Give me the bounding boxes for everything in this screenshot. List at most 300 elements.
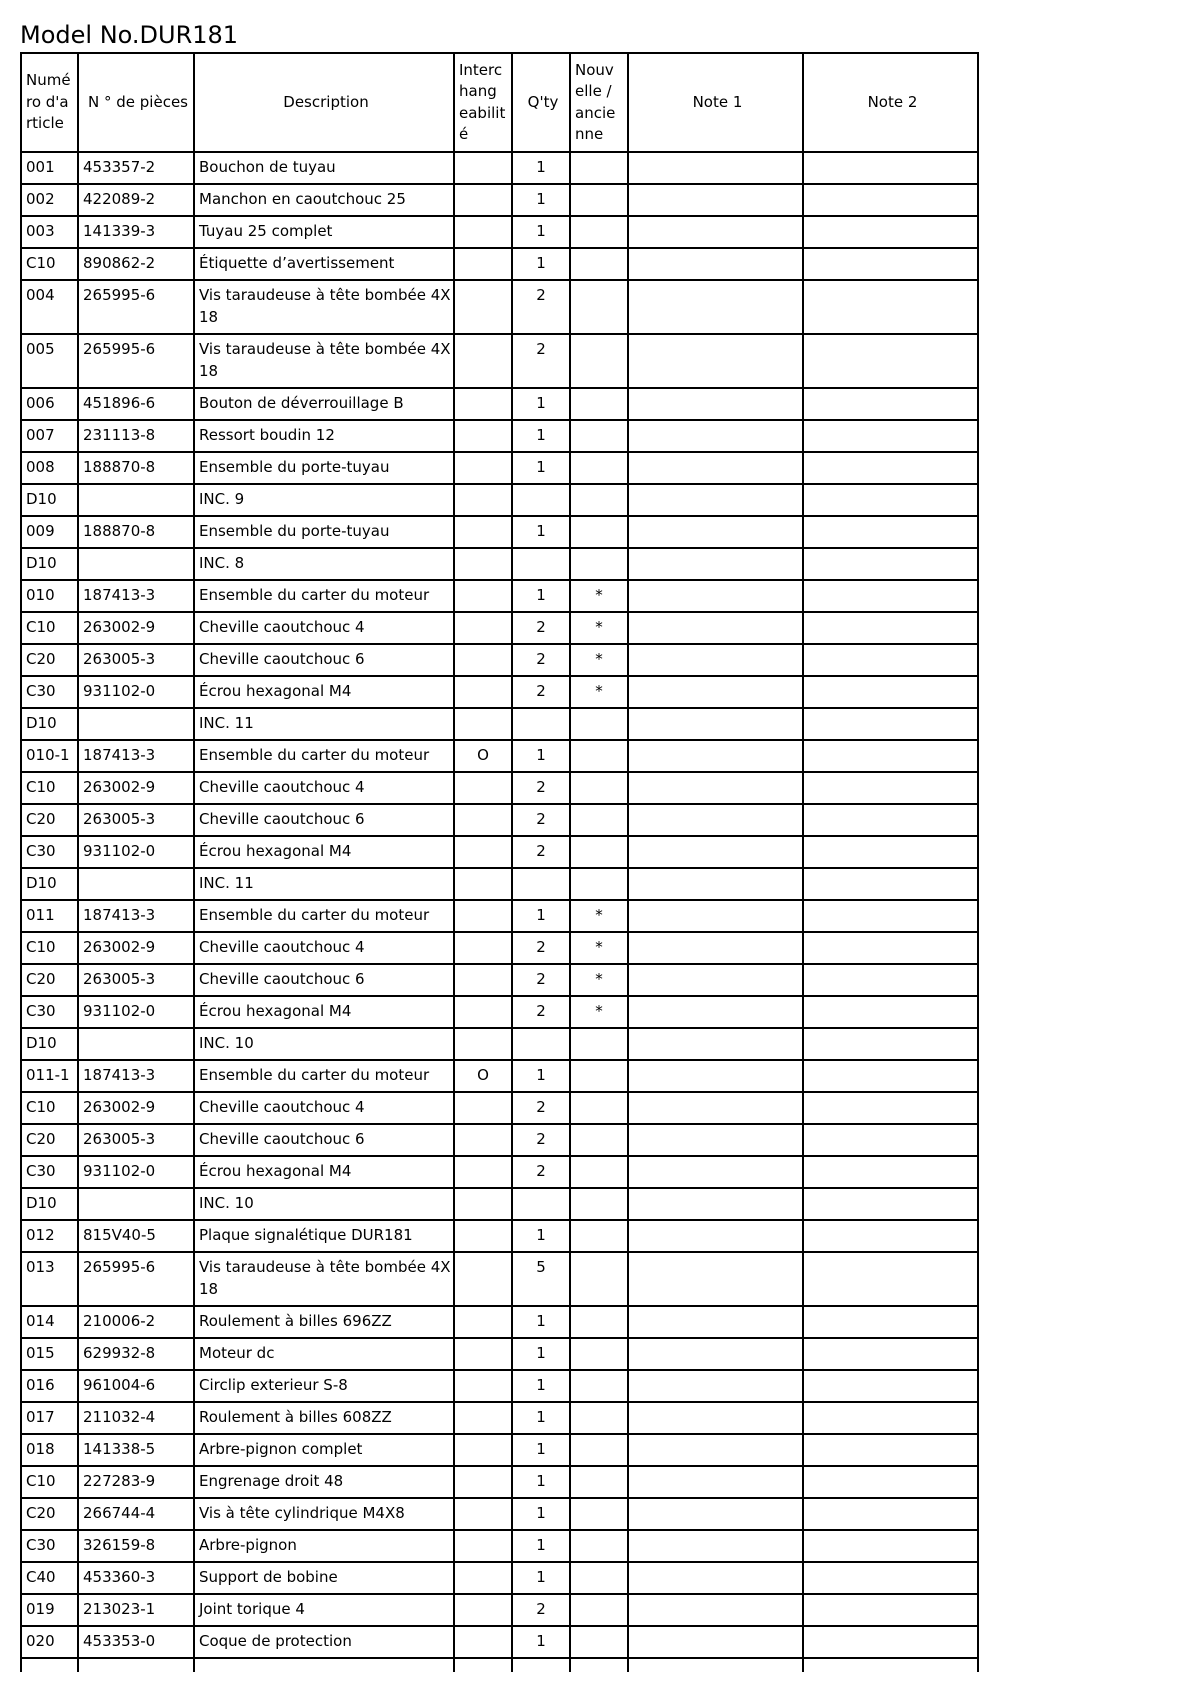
cell-note2	[803, 932, 978, 964]
cell-new-old	[570, 388, 628, 420]
cell-interchangeability	[454, 1466, 512, 1498]
cell-item-no: 020	[21, 1626, 78, 1658]
cell-description: Bouchon de tuyau	[194, 152, 454, 184]
cell-description: Ensemble du carter du moteur	[194, 1060, 454, 1092]
cell-new-old: *	[570, 900, 628, 932]
cell-interchangeability	[454, 334, 512, 388]
cell-note1	[628, 1188, 803, 1220]
table-row	[21, 1188, 978, 1220]
cell-part-no: 227283-9	[78, 1466, 194, 1498]
cell-new-old	[570, 1060, 628, 1092]
cell-note2	[803, 644, 978, 676]
cell-new-old	[570, 280, 628, 334]
cell-note2	[803, 1562, 978, 1594]
cell-part-no: 263002-9	[78, 772, 194, 804]
cell-item-no: C10	[21, 612, 78, 644]
cell-item-no: 014	[21, 1306, 78, 1338]
cell-part-no: 263002-9	[78, 932, 194, 964]
cell-note1	[628, 1434, 803, 1466]
cell-part-no: 629932-8	[78, 1338, 194, 1370]
cell-item-no: C20	[21, 1498, 78, 1530]
table-row	[21, 1498, 978, 1530]
table-row	[21, 1594, 978, 1626]
cell-interchangeability	[454, 676, 512, 708]
cell-part-no: 931102-0	[78, 836, 194, 868]
header-note2: Note 2	[803, 53, 978, 152]
table-row	[21, 184, 978, 216]
cell-note2	[803, 772, 978, 804]
cell-item-no: C20	[21, 1124, 78, 1156]
cell-note1	[628, 612, 803, 644]
cell-qty: 2	[512, 644, 570, 676]
cell-item-no: 011	[21, 900, 78, 932]
cell-note2	[803, 836, 978, 868]
cell-interchangeability	[454, 932, 512, 964]
cell-description: Cheville caoutchouc 4	[194, 932, 454, 964]
cell-part-no: 187413-3	[78, 900, 194, 932]
cell-part-no: 266744-4	[78, 1498, 194, 1530]
cell-part-no	[78, 868, 194, 900]
table-row	[21, 484, 978, 516]
cell-description: Arbre-pignon	[194, 1530, 454, 1562]
cell-note1	[628, 1338, 803, 1370]
cell-note1	[628, 1028, 803, 1060]
cell-note1	[628, 900, 803, 932]
cell-part-no: 263002-9	[78, 1092, 194, 1124]
cell-note2	[803, 1530, 978, 1562]
cell-qty: 5	[512, 1252, 570, 1306]
cell-part-no: 453360-3	[78, 1562, 194, 1594]
cell-new-old	[570, 216, 628, 248]
cell-new-old: *	[570, 964, 628, 996]
cell-interchangeability	[454, 184, 512, 216]
cell-note1	[628, 1402, 803, 1434]
cell-note1	[628, 836, 803, 868]
cell-interchangeability	[454, 420, 512, 452]
cell-new-old: *	[570, 996, 628, 1028]
cell-new-old: *	[570, 676, 628, 708]
cell-interchangeability	[454, 152, 512, 184]
cell-part-no: 890862-2	[78, 248, 194, 280]
cell-qty	[512, 548, 570, 580]
cell-note1	[628, 1466, 803, 1498]
parts-table	[20, 52, 979, 1672]
table-row	[21, 676, 978, 708]
cell-note1	[628, 1370, 803, 1402]
page-title: Model No.DUR181	[20, 21, 239, 49]
cell-qty: 1	[512, 1370, 570, 1402]
cell-note2	[803, 516, 978, 548]
cell-empty	[803, 1658, 978, 1672]
table-row	[21, 388, 978, 420]
cell-note1	[628, 1562, 803, 1594]
cell-new-old	[570, 548, 628, 580]
cell-item-no: 018	[21, 1434, 78, 1466]
cell-part-no: 265995-6	[78, 1252, 194, 1306]
cell-interchangeability	[454, 248, 512, 280]
cell-item-no: C20	[21, 644, 78, 676]
cell-description: Cheville caoutchouc 4	[194, 1092, 454, 1124]
cell-description: Roulement à billes 696ZZ	[194, 1306, 454, 1338]
cell-note2	[803, 420, 978, 452]
cell-note1	[628, 1530, 803, 1562]
cell-part-no: 422089-2	[78, 184, 194, 216]
cell-note1	[628, 452, 803, 484]
cell-new-old	[570, 1530, 628, 1562]
cell-qty: 1	[512, 1306, 570, 1338]
cell-interchangeability	[454, 996, 512, 1028]
table-row	[21, 1466, 978, 1498]
cell-description: Joint torique 4	[194, 1594, 454, 1626]
table-row	[21, 1370, 978, 1402]
table-row	[21, 900, 978, 932]
table-row	[21, 612, 978, 644]
cell-note2	[803, 900, 978, 932]
cell-qty	[512, 868, 570, 900]
cell-part-no	[78, 708, 194, 740]
cell-note2	[803, 1060, 978, 1092]
cell-description: Cheville caoutchouc 6	[194, 644, 454, 676]
cell-new-old	[570, 1434, 628, 1466]
cell-qty: 1	[512, 1338, 570, 1370]
cell-empty	[454, 1658, 512, 1672]
cell-item-no: 011-1	[21, 1060, 78, 1092]
cell-note1	[628, 216, 803, 248]
table-row	[21, 1028, 978, 1060]
cell-description: Cheville caoutchouc 6	[194, 1124, 454, 1156]
cell-note2	[803, 612, 978, 644]
cell-item-no: 009	[21, 516, 78, 548]
cell-empty	[628, 1658, 803, 1672]
cell-part-no: 141338-5	[78, 1434, 194, 1466]
cell-qty: 2	[512, 280, 570, 334]
cell-interchangeability	[454, 1434, 512, 1466]
cell-interchangeability	[454, 452, 512, 484]
table-row	[21, 804, 978, 836]
cell-note1	[628, 996, 803, 1028]
cell-description: Étiquette d’avertissement	[194, 248, 454, 280]
cell-new-old: *	[570, 644, 628, 676]
cell-interchangeability	[454, 1498, 512, 1530]
cell-new-old	[570, 804, 628, 836]
cell-note2	[803, 452, 978, 484]
cell-new-old	[570, 452, 628, 484]
cell-interchangeability	[454, 1562, 512, 1594]
cell-new-old	[570, 1594, 628, 1626]
cell-note2	[803, 216, 978, 248]
cell-item-no: 007	[21, 420, 78, 452]
cell-part-no	[78, 1028, 194, 1060]
cell-new-old	[570, 152, 628, 184]
table-row	[21, 1338, 978, 1370]
cell-qty: 2	[512, 836, 570, 868]
cell-interchangeability	[454, 964, 512, 996]
cell-part-no: 931102-0	[78, 676, 194, 708]
cell-note2	[803, 548, 978, 580]
cell-description: Écrou hexagonal M4	[194, 996, 454, 1028]
cell-note2	[803, 1466, 978, 1498]
cell-note2	[803, 1402, 978, 1434]
cell-interchangeability	[454, 1252, 512, 1306]
cell-part-no: 211032-4	[78, 1402, 194, 1434]
cell-new-old	[570, 420, 628, 452]
cell-empty	[78, 1658, 194, 1672]
header-new-old: Nouv elle / ancie nne	[570, 53, 628, 152]
cell-item-no: 015	[21, 1338, 78, 1370]
cell-part-no: 931102-0	[78, 996, 194, 1028]
cell-note2	[803, 708, 978, 740]
table-row	[21, 1252, 978, 1306]
cell-item-no: D10	[21, 548, 78, 580]
table-row	[21, 836, 978, 868]
cell-interchangeability	[454, 1338, 512, 1370]
cell-description: Ensemble du porte-tuyau	[194, 516, 454, 548]
table-row	[21, 1060, 978, 1092]
cell-interchangeability	[454, 1402, 512, 1434]
cell-new-old	[570, 484, 628, 516]
cell-qty	[512, 1188, 570, 1220]
cell-item-no: 017	[21, 1402, 78, 1434]
cell-interchangeability	[454, 280, 512, 334]
cell-description: Ensemble du carter du moteur	[194, 580, 454, 612]
cell-description: Manchon en caoutchouc 25	[194, 184, 454, 216]
cell-item-no: 003	[21, 216, 78, 248]
cell-new-old	[570, 1124, 628, 1156]
cell-part-no	[78, 1188, 194, 1220]
cell-interchangeability	[454, 1530, 512, 1562]
table-row	[21, 1562, 978, 1594]
cell-description: Bouton de déverrouillage B	[194, 388, 454, 420]
cell-note2	[803, 280, 978, 334]
cell-new-old	[570, 248, 628, 280]
table-row	[21, 1092, 978, 1124]
cell-new-old	[570, 740, 628, 772]
cell-part-no: 815V40-5	[78, 1220, 194, 1252]
cell-item-no: D10	[21, 484, 78, 516]
cell-description: Plaque signalétique DUR181	[194, 1220, 454, 1252]
table-row	[21, 1402, 978, 1434]
cell-description: Engrenage droit 48	[194, 1466, 454, 1498]
cell-note1	[628, 708, 803, 740]
cell-description: Écrou hexagonal M4	[194, 1156, 454, 1188]
cell-interchangeability	[454, 484, 512, 516]
table-row	[21, 452, 978, 484]
cell-empty	[570, 1658, 628, 1672]
cell-new-old	[570, 1028, 628, 1060]
cell-item-no: 012	[21, 1220, 78, 1252]
cell-qty: 1	[512, 1434, 570, 1466]
cell-note2	[803, 1028, 978, 1060]
cell-qty: 2	[512, 334, 570, 388]
cell-item-no: 010-1	[21, 740, 78, 772]
cell-description: Vis taraudeuse à tête bombée 4X 18	[194, 1252, 454, 1306]
cell-part-no: 453357-2	[78, 152, 194, 184]
cell-note1	[628, 484, 803, 516]
cell-note1	[628, 1252, 803, 1306]
table-row	[21, 932, 978, 964]
cell-item-no: 013	[21, 1252, 78, 1306]
cell-description: Cheville caoutchouc 6	[194, 964, 454, 996]
cell-part-no: 961004-6	[78, 1370, 194, 1402]
cell-item-no: C40	[21, 1562, 78, 1594]
cell-item-no: C20	[21, 964, 78, 996]
cell-qty: 2	[512, 772, 570, 804]
cell-item-no: C10	[21, 1092, 78, 1124]
cell-interchangeability	[454, 1626, 512, 1658]
cell-qty: 2	[512, 996, 570, 1028]
cell-new-old	[570, 868, 628, 900]
cell-description: Roulement à billes 608ZZ	[194, 1402, 454, 1434]
table-row	[21, 334, 978, 388]
cell-note1	[628, 1306, 803, 1338]
cell-item-no: C10	[21, 248, 78, 280]
cell-part-no: 263005-3	[78, 1124, 194, 1156]
cell-description: INC. 11	[194, 868, 454, 900]
cell-empty	[512, 1658, 570, 1672]
cell-note2	[803, 964, 978, 996]
cell-qty: 1	[512, 900, 570, 932]
cell-note1	[628, 248, 803, 280]
cell-interchangeability	[454, 804, 512, 836]
cell-note1	[628, 420, 803, 452]
cell-description: INC. 8	[194, 548, 454, 580]
cell-description: Écrou hexagonal M4	[194, 836, 454, 868]
cell-interchangeability	[454, 1092, 512, 1124]
cell-note1	[628, 152, 803, 184]
cell-note1	[628, 548, 803, 580]
cell-qty: 1	[512, 740, 570, 772]
cell-qty	[512, 708, 570, 740]
header-note1: Note 1	[628, 53, 803, 152]
cell-interchangeability	[454, 868, 512, 900]
table-row-partial	[21, 1658, 978, 1672]
cell-description: Tuyau 25 complet	[194, 216, 454, 248]
cell-note1	[628, 516, 803, 548]
cell-interchangeability	[454, 836, 512, 868]
cell-new-old	[570, 1220, 628, 1252]
cell-note1	[628, 1220, 803, 1252]
table-row	[21, 964, 978, 996]
cell-part-no	[78, 548, 194, 580]
cell-new-old	[570, 1370, 628, 1402]
table-row	[21, 152, 978, 184]
cell-item-no: C30	[21, 1156, 78, 1188]
cell-item-no: C30	[21, 996, 78, 1028]
cell-new-old	[570, 1562, 628, 1594]
table-row	[21, 1530, 978, 1562]
cell-part-no: 231113-8	[78, 420, 194, 452]
cell-qty: 1	[512, 184, 570, 216]
cell-new-old	[570, 836, 628, 868]
cell-part-no: 188870-8	[78, 452, 194, 484]
cell-note2	[803, 1498, 978, 1530]
cell-note2	[803, 152, 978, 184]
cell-qty: 2	[512, 1092, 570, 1124]
cell-qty: 1	[512, 1466, 570, 1498]
cell-note2	[803, 1092, 978, 1124]
table-row	[21, 644, 978, 676]
cell-qty: 2	[512, 1124, 570, 1156]
cell-note1	[628, 1156, 803, 1188]
table-row	[21, 280, 978, 334]
cell-qty: 1	[512, 452, 570, 484]
cell-part-no: 187413-3	[78, 740, 194, 772]
table-row	[21, 248, 978, 280]
cell-part-no: 265995-6	[78, 334, 194, 388]
cell-qty: 1	[512, 1530, 570, 1562]
cell-part-no: 265995-6	[78, 280, 194, 334]
cell-interchangeability	[454, 900, 512, 932]
cell-new-old	[570, 1626, 628, 1658]
cell-note1	[628, 868, 803, 900]
cell-note2	[803, 248, 978, 280]
cell-description: Cheville caoutchouc 6	[194, 804, 454, 836]
table-row	[21, 1156, 978, 1188]
cell-part-no: 263002-9	[78, 612, 194, 644]
cell-qty: 1	[512, 388, 570, 420]
cell-note2	[803, 996, 978, 1028]
cell-note2	[803, 1626, 978, 1658]
cell-new-old	[570, 1402, 628, 1434]
cell-qty: 1	[512, 1402, 570, 1434]
cell-description: Circlip exterieur S-8	[194, 1370, 454, 1402]
cell-interchangeability	[454, 1028, 512, 1060]
cell-item-no: C10	[21, 772, 78, 804]
cell-part-no: 326159-8	[78, 1530, 194, 1562]
cell-note2	[803, 868, 978, 900]
cell-interchangeability	[454, 216, 512, 248]
cell-new-old: *	[570, 932, 628, 964]
cell-new-old	[570, 1188, 628, 1220]
cell-interchangeability	[454, 1370, 512, 1402]
cell-note2	[803, 580, 978, 612]
header-part-no: N ° de pièces	[78, 53, 194, 152]
cell-note1	[628, 644, 803, 676]
cell-description: Coque de protection	[194, 1626, 454, 1658]
cell-interchangeability: O	[454, 1060, 512, 1092]
cell-qty	[512, 484, 570, 516]
cell-part-no: 188870-8	[78, 516, 194, 548]
cell-interchangeability	[454, 580, 512, 612]
cell-note2	[803, 804, 978, 836]
cell-qty: 2	[512, 964, 570, 996]
table-row	[21, 420, 978, 452]
cell-qty: 1	[512, 248, 570, 280]
cell-note1	[628, 580, 803, 612]
cell-new-old	[570, 1498, 628, 1530]
cell-item-no: C30	[21, 836, 78, 868]
cell-qty: 1	[512, 1562, 570, 1594]
cell-description: Ensemble du carter du moteur	[194, 740, 454, 772]
cell-note2	[803, 388, 978, 420]
cell-note2	[803, 1338, 978, 1370]
cell-description: Cheville caoutchouc 4	[194, 612, 454, 644]
cell-item-no: D10	[21, 1028, 78, 1060]
header-item-no: Numé ro d'a rticle	[21, 53, 78, 152]
cell-note2	[803, 1220, 978, 1252]
cell-interchangeability	[454, 644, 512, 676]
cell-new-old	[570, 1466, 628, 1498]
cell-qty: 1	[512, 216, 570, 248]
cell-qty: 1	[512, 420, 570, 452]
cell-description: Vis taraudeuse à tête bombée 4X 18	[194, 334, 454, 388]
cell-part-no: 451896-6	[78, 388, 194, 420]
cell-new-old	[570, 1156, 628, 1188]
cell-interchangeability	[454, 388, 512, 420]
cell-note2	[803, 484, 978, 516]
cell-note2	[803, 334, 978, 388]
table-row	[21, 740, 978, 772]
